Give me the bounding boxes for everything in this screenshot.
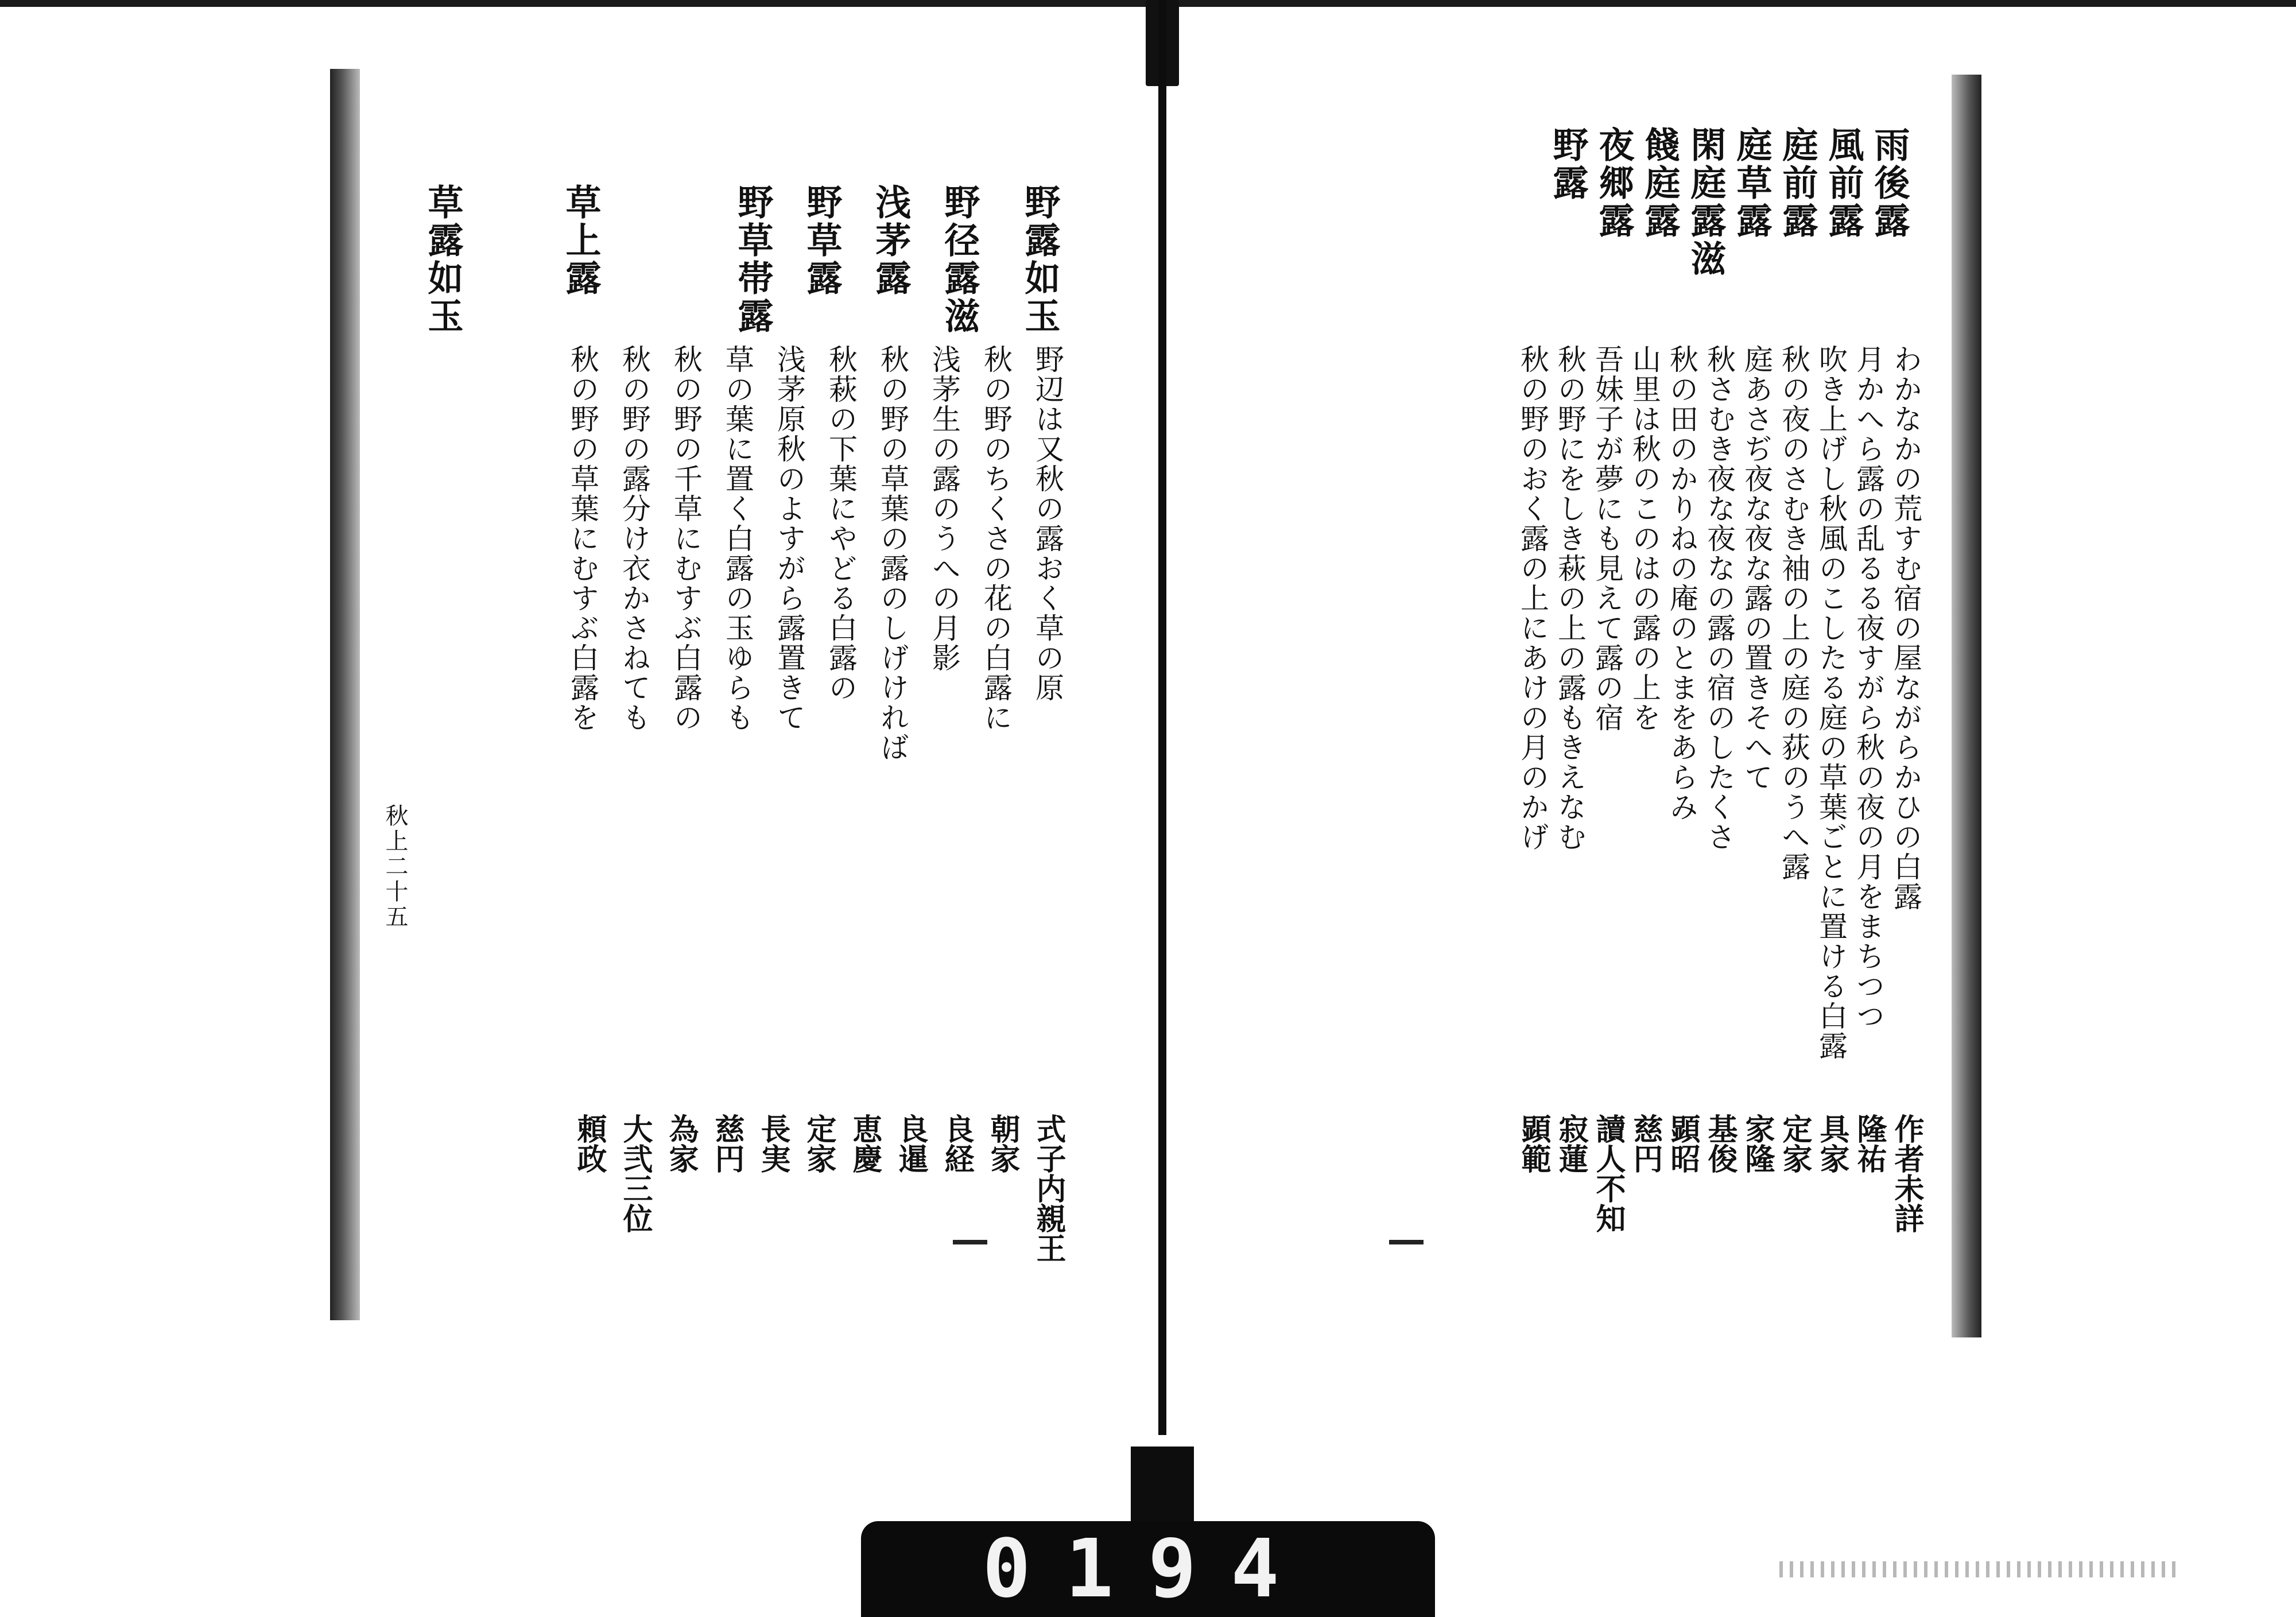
right-title-1: 雨後露: [1868, 126, 1910, 240]
right-author-4: 定家: [1777, 1114, 1812, 1173]
left-poem-7: 草の葉に置く白露の玉ゆらも: [721, 344, 754, 732]
left-poem-9: 秋の野の露分け衣かさねても: [618, 344, 651, 732]
right-author-11: 顕範: [1516, 1114, 1551, 1173]
left-title-1: 野露如玉: [1019, 184, 1061, 335]
left-author-5: 恵慶: [847, 1114, 882, 1173]
left-page: [367, 126, 1114, 1274]
left-author-8: 慈円: [709, 1114, 744, 1173]
right-page-edge: [1952, 75, 1981, 1337]
left-author-6: 定家: [801, 1114, 836, 1173]
left-author-11: 頼政: [572, 1114, 607, 1173]
left-poem-5: 秋萩の下葉にやどる白露の: [824, 344, 858, 703]
left-poem-4: 秋の野の草葉の露のしげければ: [876, 344, 909, 762]
frame-number: 0194: [982, 1522, 1314, 1616]
right-author-10: 寂蓮: [1553, 1114, 1588, 1173]
left-poem-10: 秋の野の草葉にむすぶ白露を: [566, 344, 599, 732]
right-poem-4: 秋の夜のさむき袖の上の庭の荻のうへ露: [1777, 344, 1810, 882]
right-poem-8: 山里は秋のこのはの露の上を: [1628, 344, 1661, 732]
right-title-4: 庭草露: [1731, 126, 1773, 240]
right-poem-3: 吹き上げし秋風のこしたる庭の草葉ごとに置ける白露: [1814, 344, 1848, 1061]
right-poem-10: 秋の野にをしき萩の上の露もきえなむ: [1553, 344, 1587, 852]
left-title-3: 浅茅露: [870, 184, 912, 297]
right-poem-5: 庭あさぢ夜な夜な露の置きそへて: [1740, 344, 1773, 792]
left-poem-1: 野辺は又秋の露おく草の原: [1031, 344, 1064, 703]
right-title-3: 庭前露: [1777, 126, 1818, 240]
right-poem-6: 秋さむき夜な夜なの露の宿のしたくさ: [1702, 344, 1736, 852]
left-author-9: 為家: [664, 1114, 699, 1173]
right-author-2: 隆祐: [1852, 1114, 1887, 1173]
right-page: [1217, 126, 1940, 1274]
left-poem-6: 浅茅原秋のよすがら露置きて: [773, 344, 806, 732]
right-title-7: 夜郷露: [1593, 126, 1635, 240]
left-page-edge: [330, 69, 360, 1320]
left-poem-3: 浅茅生の露のうへの月影: [928, 344, 961, 673]
binding-gutter: [1158, 0, 1166, 1435]
binding-base: [1131, 1447, 1194, 1533]
left-poem-8: 秋の野の千草にむすぶ白露の: [669, 344, 703, 732]
left-title-4: 野草露: [801, 184, 843, 297]
scan-noise: [1779, 1561, 2181, 1577]
right-poem-11: 秋の野のおく露の上にあけの月のかげ: [1516, 344, 1549, 852]
right-title-8: 野露: [1547, 126, 1589, 202]
left-title-7: 草露如玉: [422, 184, 464, 335]
right-author-8: 慈円: [1628, 1114, 1663, 1173]
right-author-1: 作者未詳: [1889, 1114, 1924, 1233]
left-poem-2: 秋の野のちくさの花の白露に: [979, 344, 1013, 732]
right-author-9: 讀人不知: [1591, 1114, 1626, 1233]
page-dash-mark: [953, 1240, 987, 1244]
right-poem-7: 秋の田のかりねの庵のとまをあらみ: [1665, 344, 1698, 822]
right-author-7: 顕昭: [1665, 1114, 1700, 1173]
left-author-1: 式子内親王: [1031, 1114, 1066, 1263]
left-author-3: 良経: [939, 1114, 974, 1173]
folio-label: 秋上二十五: [382, 804, 408, 930]
right-poem-2: 月かへら露の乱るる夜すがら秋の夜の月をまちつつ: [1852, 344, 1885, 1031]
right-title-5: 閑庭露滋: [1685, 126, 1727, 278]
left-title-5: 野草帯露: [732, 184, 774, 335]
left-title-2: 野径露滋: [938, 184, 980, 335]
film-frame-counter: [861, 1521, 1435, 1617]
left-title-6: 草上露: [560, 184, 602, 297]
right-author-3: 具家: [1814, 1114, 1849, 1173]
right-poem-9: 吾妹子が夢にも見えて露の宿: [1591, 344, 1624, 732]
right-poem-1: わかなかの荒すむ宿の屋ながらかひの白露: [1889, 344, 1922, 912]
right-author-5: 家隆: [1740, 1114, 1775, 1173]
right-author-6: 基俊: [1702, 1114, 1737, 1173]
page-dash-mark: [1389, 1240, 1424, 1244]
left-author-10: 大弐三位: [618, 1114, 653, 1233]
left-author-7: 長実: [755, 1114, 790, 1173]
right-title-2: 風前露: [1822, 126, 1864, 240]
left-author-4: 良暹: [893, 1114, 928, 1173]
right-title-6: 餞庭露: [1639, 126, 1681, 240]
left-author-2: 朝家: [985, 1114, 1020, 1173]
